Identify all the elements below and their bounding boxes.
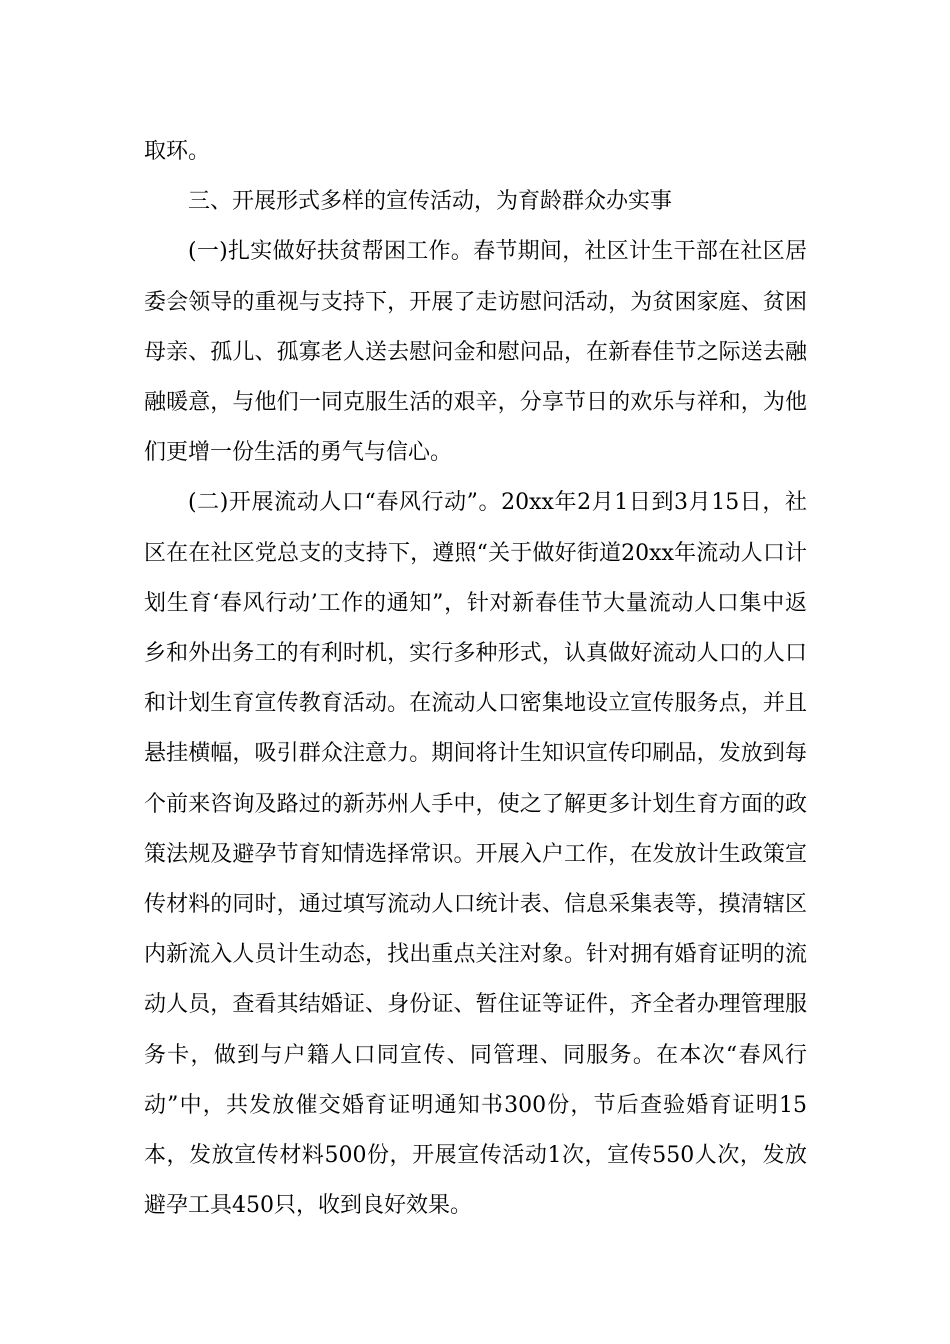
section-heading: 三、开展形式多样的宣传活动，为育龄群众办实事 <box>188 189 673 215</box>
document-body <box>144 127 807 1231</box>
paragraph-continuation: 取环。 <box>144 139 211 164</box>
paragraph-poverty-relief: (一)扎实做好扶贫帮困工作。春节期间，社区计生干部在社区居委会领导的重视与支持下，开展了走访慰问活动，为贫困家庭、贫困母亲、孤儿、孤寡老人送去慰问金和慰问品，在新春佳节之际送去融融暖意，与他们一同克服生活的艰辛，分享节日的欢乐与祥和，为他们更增一份生活的勇气与信心。 <box>144 239 807 466</box>
paragraph-spring-breeze-action: (二)开展流动人口“春风行动”。20xx年2月1日到3月15日，社区在在社区党总支的支持下，遵照“关于做好街道20xx年流动人口计划生育‘春风行动’工作的通知”，针对新春佳节大量流动人口集中返乡和外出务工的有利时机，实行多种形式，认真做好流动人口的人口和计划生育宣传教育活动。在流动人口密集地设立宣传服务点，并且悬挂横幅，吸引群众注意力。期间将计生知识宣传印刷品，发放到每个前来咨询及路过的新苏州人手中，使之了解更多计划生育方面的政策法规及避孕节育知情选择常识。开展入户工作，在发放计生政策宣传材料的同时，通过填写流动人口统计表、信息采集表等，摸清辖区内新流入人员计生动态，找出重点关注对象。针对拥有婚育证明的流动人员，查看其结婚证、身份证、暂住证等证件，齐全者办理管理服务卡，做到与户籍人口同宣传、同管理、同服务。在本次“春风行动”中，共发放催交婚育证明通知书300份，节后查验婚育证明15本，发放宣传材料500份，开展宣传活动1次，宣传550人次，发放避孕工具450只，收到良好效果。 <box>144 490 807 1219</box>
